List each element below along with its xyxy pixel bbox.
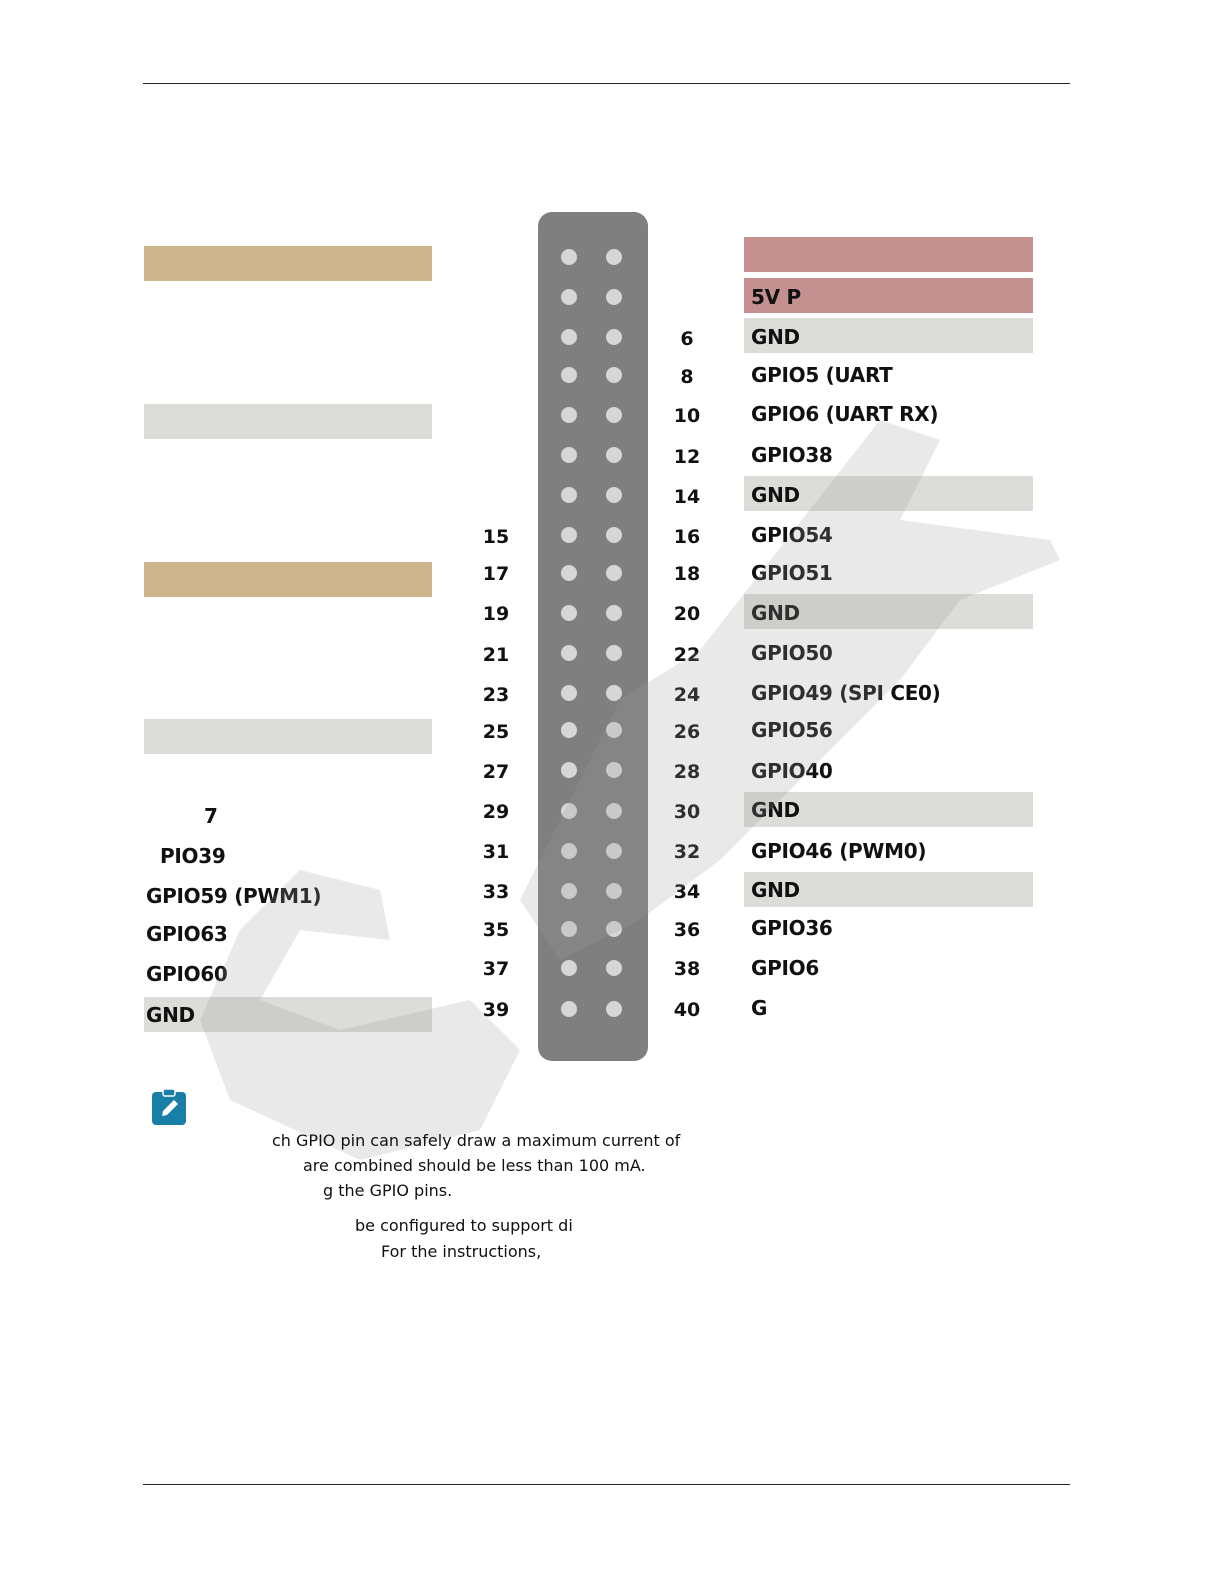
pin-number-10: 10 (673, 405, 701, 427)
header-pin (606, 803, 622, 819)
pin-number-25: 25 (482, 721, 510, 743)
header-rule (143, 83, 1070, 84)
header-pin (561, 565, 577, 581)
right-label-pin26: GPIO56 (751, 718, 833, 742)
left-label-pin33: GPIO59 (PWM1) (146, 884, 322, 908)
header-pin (606, 645, 622, 661)
right-band-5v-power-pin2 (744, 237, 1033, 272)
left-label-pin31: PIO39 (160, 844, 226, 868)
header-pin (606, 249, 622, 265)
left-label-pin35: GPIO63 (146, 922, 228, 946)
left-band-gnd-pin9 (144, 404, 432, 439)
right-label-pin8: GPIO5 (UART (751, 363, 893, 387)
pin-number-14: 14 (673, 486, 701, 508)
header-pin (561, 367, 577, 383)
header-pin (561, 960, 577, 976)
header-pin (561, 527, 577, 543)
pin-number-24: 24 (673, 684, 701, 706)
header-pin (606, 487, 622, 503)
header-pin (606, 1001, 622, 1017)
pin-number-27: 27 (482, 761, 510, 783)
header-pin (606, 722, 622, 738)
pin-number-35: 35 (482, 919, 510, 941)
header-pin (606, 447, 622, 463)
header-pin (606, 883, 622, 899)
pin-number-21: 21 (482, 644, 510, 666)
pin-number-16: 16 (673, 526, 701, 548)
right-label-pin36: GPIO36 (751, 916, 833, 940)
header-pin (606, 407, 622, 423)
header-pin (606, 762, 622, 778)
header-pin (606, 960, 622, 976)
left-band-3v3-power-pin1 (144, 246, 432, 281)
left-band-gnd-pin25 (144, 719, 432, 754)
right-label-pin24: GPIO49 (SPI CE0) (751, 681, 941, 705)
gpio-header-40pin (538, 212, 648, 1061)
note-line-3: g the GPIO pins. (323, 1181, 453, 1200)
right-label-pin4: 5V P (751, 285, 801, 309)
header-pin (561, 843, 577, 859)
pin-number-38: 38 (673, 958, 701, 980)
header-pin (561, 605, 577, 621)
right-label-pin40: G (751, 996, 768, 1020)
left-label-pin29: 7 (204, 804, 218, 828)
pin-number-8: 8 (680, 366, 694, 388)
right-label-pin20: GND (751, 601, 800, 625)
pin-number-29: 29 (482, 801, 510, 823)
header-pin (561, 407, 577, 423)
header-pin (561, 1001, 577, 1017)
note-line-1: ch GPIO pin can safely draw a maximum current of (272, 1131, 681, 1150)
note-line-2: are combined should be less than 100 mA. (303, 1156, 646, 1175)
pin-number-18: 18 (673, 563, 701, 585)
header-pin (561, 883, 577, 899)
header-pin (606, 527, 622, 543)
pin-number-19: 19 (482, 603, 510, 625)
header-pin (561, 803, 577, 819)
header-pin (561, 722, 577, 738)
right-label-pin6: GND (751, 325, 800, 349)
right-label-pin28: GPIO40 (751, 759, 833, 783)
pin-number-17: 17 (482, 563, 510, 585)
right-label-pin34: GND (751, 878, 800, 902)
pencil-note-icon (152, 1089, 186, 1125)
right-label-pin38: GPIO6 (751, 956, 819, 980)
header-pin (561, 249, 577, 265)
pin-number-40: 40 (673, 999, 701, 1021)
header-pin (561, 447, 577, 463)
header-pin (606, 685, 622, 701)
header-pin (561, 289, 577, 305)
pin-number-34: 34 (673, 881, 701, 903)
pin-number-31: 31 (482, 841, 510, 863)
footer-rule (143, 1484, 1070, 1485)
header-pin (561, 645, 577, 661)
pin-number-33: 33 (482, 881, 510, 903)
left-label-pin37: GPIO60 (146, 962, 228, 986)
pin-number-37: 37 (482, 958, 510, 980)
pin-number-12: 12 (673, 446, 701, 468)
header-pin (606, 565, 622, 581)
header-pin (561, 921, 577, 937)
right-label-pin12: GPIO38 (751, 443, 833, 467)
note-line-5: For the instructions, (381, 1242, 542, 1261)
right-label-pin30: GND (751, 798, 800, 822)
header-pin (606, 605, 622, 621)
left-label-pin39: GND (146, 1003, 195, 1027)
header-pin (561, 487, 577, 503)
pin-number-22: 22 (673, 644, 701, 666)
right-label-pin32: GPIO46 (PWM0) (751, 839, 927, 863)
header-pin (606, 921, 622, 937)
pin-number-30: 30 (673, 801, 701, 823)
header-pin (606, 329, 622, 345)
header-pin (561, 685, 577, 701)
pin-number-36: 36 (673, 919, 701, 941)
pin-number-15: 15 (482, 526, 510, 548)
header-pin (561, 329, 577, 345)
pin-number-26: 26 (673, 721, 701, 743)
right-label-pin22: GPIO50 (751, 641, 833, 665)
pin-number-32: 32 (673, 841, 701, 863)
pin-number-20: 20 (673, 603, 701, 625)
pin-number-39: 39 (482, 999, 510, 1021)
right-label-pin16: GPIO54 (751, 523, 833, 547)
header-pin (606, 289, 622, 305)
header-pin (606, 843, 622, 859)
pin-number-28: 28 (673, 761, 701, 783)
left-band-3v3-power-pin17 (144, 562, 432, 597)
pin-number-6: 6 (680, 328, 694, 350)
pin-number-23: 23 (482, 684, 510, 706)
right-label-pin10: GPIO6 (UART RX) (751, 402, 939, 426)
header-pin (606, 367, 622, 383)
note-line-4: be configured to support di (355, 1216, 573, 1235)
right-label-pin18: GPIO51 (751, 561, 833, 585)
header-pin (561, 762, 577, 778)
right-label-pin14: GND (751, 483, 800, 507)
